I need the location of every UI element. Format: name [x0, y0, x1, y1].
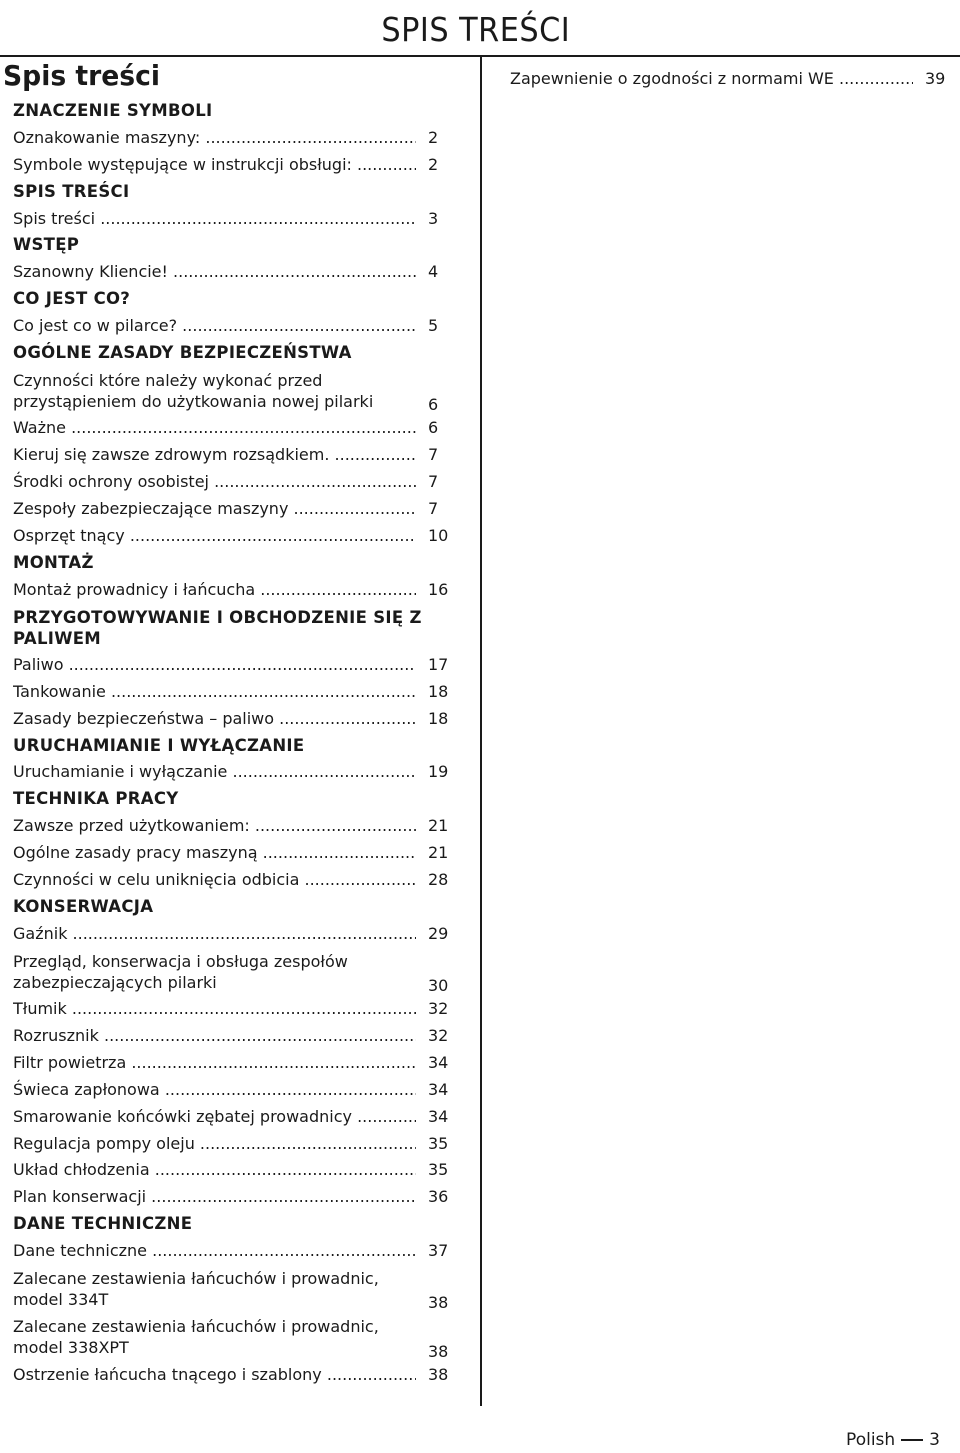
toc-entry[interactable]: [13, 313, 450, 340]
toc-entry[interactable]: [13, 867, 450, 894]
toc-entry-page: 32: [424, 996, 450, 1023]
toc-entry-page: 34: [424, 1050, 450, 1077]
toc-section-heading: DANE TECHNICZNE: [13, 1214, 193, 1234]
toc-section-heading: OGÓLNE ZASADY BEZPIECZEŃSTWA: [13, 343, 352, 363]
toc-entry-page: 17: [424, 652, 450, 679]
toc-entry-title: Przegląd, konserwacja i obsługa zespołów zabezpieczających pilarki .....: [13, 951, 416, 993]
toc-section-heading: ZNACZENIE SYMBOLI: [13, 101, 213, 120]
toc-entry-page: 18: [424, 679, 450, 706]
toc-entry-page: 36: [424, 1184, 450, 1211]
toc-entry-title: Uruchamianie i wyłączanie .....: [13, 759, 416, 786]
toc-entry-title: Symbole występujące w instrukcji obsługi: .....: [13, 152, 416, 179]
toc-entry-page: 2: [424, 125, 450, 152]
toc-entry-page: 2: [424, 152, 450, 179]
toc-entry-title: Ogólne zasady pracy maszyną .....: [13, 840, 416, 867]
toc-entry-page: 35: [424, 1131, 450, 1158]
toc-entry[interactable]: [13, 1362, 450, 1389]
toc-entry[interactable]: [13, 523, 450, 550]
toc-entry-title: Tłumik .....: [13, 996, 416, 1023]
toc-entry[interactable]: [13, 706, 450, 733]
footer-page-number: 3: [929, 1430, 940, 1450]
toc-entry[interactable]: [13, 125, 450, 152]
toc-entry-title: Smarowanie końcówki zębatej prowadnicy .....: [13, 1104, 416, 1131]
footer-language: Polish: [846, 1430, 896, 1450]
toc-section-heading: URUCHAMIANIE I WYŁĄCZANIE: [13, 735, 305, 755]
toc-entry-title: Oznakowanie maszyny: .....: [13, 125, 416, 152]
toc-entry-page: 38: [424, 1292, 450, 1313]
page-footer: [846, 1430, 940, 1450]
header-title: SPIS TREŚCI: [381, 10, 570, 49]
toc-entry-title: Ważne .....: [13, 415, 416, 442]
toc-entry-page: 7: [424, 496, 450, 523]
toc-entry-title: Montaż prowadnicy i łańcucha .....: [13, 577, 416, 604]
toc-entry-page: 38: [424, 1341, 450, 1362]
toc-title: Spis treści: [3, 59, 161, 92]
toc-entry[interactable]: [13, 1313, 450, 1361]
toc-entry-page: 5: [424, 313, 450, 340]
column-divider: [480, 56, 482, 1406]
toc-entry[interactable]: [13, 1104, 450, 1131]
toc-entry-page: 39: [921, 66, 947, 93]
toc-entry[interactable]: [13, 996, 450, 1023]
toc-entry-page: 4: [424, 259, 450, 286]
toc-entry-page: 10: [424, 523, 450, 550]
toc-entry[interactable]: [13, 1023, 450, 1050]
toc-entry-page: 19: [424, 759, 450, 786]
toc-entry-title: Zespoły zabezpieczające maszyny .....: [13, 496, 416, 523]
toc-left-column: [13, 98, 450, 1389]
toc-entry-title: Paliwo .....: [13, 652, 416, 679]
toc-entry-title: Układ chłodzenia .....: [13, 1157, 416, 1184]
toc-entry-title: Plan konserwacji .....: [13, 1184, 416, 1211]
toc-entry-page: 28: [424, 867, 450, 894]
toc-entry-title: Co jest co w pilarce? .....: [13, 313, 416, 340]
toc-entry-title: Tankowanie .....: [13, 679, 416, 706]
toc-entry-page: 30: [424, 975, 450, 996]
toc-entry-title: Ostrzenie łańcucha tnącego i szablony .....: [13, 1362, 416, 1389]
toc-section-heading: MONTAŻ: [13, 552, 94, 572]
toc-entry[interactable]: [13, 921, 450, 948]
toc-section-heading: PRZYGOTOWYWANIE I OBCHODZENIE SIĘ Z PALIWEM: [13, 607, 422, 648]
toc-entry-page: 16: [424, 577, 450, 604]
toc-entry-title: Zalecane zestawienia łańcuchów i prowadnic, model 334T .....: [13, 1268, 416, 1310]
toc-section-heading: TECHNIKA PRACY: [13, 789, 179, 809]
toc-section-heading: CO JEST CO?: [13, 289, 131, 309]
toc-entry[interactable]: [13, 948, 450, 996]
toc-entry[interactable]: [13, 577, 450, 604]
toc-entry-title: Gaźnik .....: [13, 921, 416, 948]
toc-section-heading: KONSERWACJA: [13, 896, 154, 916]
toc-entry-title: Osprzęt tnący .....: [13, 523, 416, 550]
toc-entry-page: 21: [424, 840, 450, 867]
toc-entry-title: Świeca zapłonowa .....: [13, 1077, 416, 1104]
toc-entry-page: 38: [424, 1362, 450, 1389]
toc-entry-page: 6: [424, 415, 450, 442]
toc-entry[interactable]: [13, 206, 450, 233]
toc-entry[interactable]: [13, 1077, 450, 1104]
toc-entry-title: Zasady bezpieczeństwa – paliwo .....: [13, 706, 416, 733]
toc-entry[interactable]: [13, 1157, 450, 1184]
toc-entry[interactable]: [13, 496, 450, 523]
toc-entry-page: 32: [424, 1023, 450, 1050]
toc-entry[interactable]: [13, 415, 450, 442]
page-header: [0, 10, 960, 50]
toc-entry[interactable]: [13, 1184, 450, 1211]
footer-dash: [901, 1439, 923, 1441]
toc-entry-page: 29: [424, 921, 450, 948]
toc-entry[interactable]: [13, 1265, 450, 1313]
toc-entry-title: Regulacja pompy oleju .....: [13, 1131, 416, 1158]
toc-entry[interactable]: [13, 759, 450, 786]
toc-entry-title: Rozrusznik .....: [13, 1023, 416, 1050]
toc-entry-page: 18: [424, 706, 450, 733]
toc-entry-page: 34: [424, 1104, 450, 1131]
toc-entry-title: Czynności które należy wykonać przed przystąpieniem do użytkowania nowej pilarki .....: [13, 370, 416, 412]
toc-entry[interactable]: [13, 367, 450, 415]
toc-section-heading: WSTĘP: [13, 235, 80, 255]
toc-entry-title: Szanowny Kliencie! .....: [13, 259, 416, 286]
toc-entry[interactable]: [13, 442, 450, 469]
toc-entry-title: Zapewnienie o zgodności z normami WE .....: [510, 66, 913, 93]
toc-entry[interactable]: [13, 679, 450, 706]
toc-entry-title: Spis treści .....: [13, 206, 416, 233]
toc-entry[interactable]: [510, 66, 947, 93]
toc-entry[interactable]: [13, 1131, 450, 1158]
toc-entry[interactable]: [13, 152, 450, 179]
toc-entry[interactable]: [13, 259, 450, 286]
toc-entry-page: 3: [424, 206, 450, 233]
toc-entry[interactable]: [13, 469, 450, 496]
toc-entry[interactable]: [13, 1050, 450, 1077]
toc-entry-page: 6: [424, 394, 450, 415]
toc-entry[interactable]: [13, 813, 450, 840]
toc-entry-title: Środki ochrony osobistej .....: [13, 469, 416, 496]
toc-entry-page: 35: [424, 1157, 450, 1184]
toc-entry-title: Dane techniczne .....: [13, 1238, 416, 1265]
toc-entry-title: Zalecane zestawienia łańcuchów i prowadnic, model 338XPT .....: [13, 1316, 416, 1358]
toc-entry[interactable]: [13, 652, 450, 679]
toc-entry-page: 7: [424, 469, 450, 496]
toc-entry[interactable]: [13, 840, 450, 867]
toc-entry-page: 37: [424, 1238, 450, 1265]
toc-section-heading: SPIS TREŚCI: [13, 181, 130, 201]
toc-entry-title: Czynności w celu uniknięcia odbicia .....: [13, 867, 416, 894]
toc-entry-title: Filtr powietrza .....: [13, 1050, 416, 1077]
toc-right-column: [510, 66, 947, 93]
toc-entry-page: 7: [424, 442, 450, 469]
toc-entry[interactable]: [13, 1238, 450, 1265]
toc-entry-page: 34: [424, 1077, 450, 1104]
toc-entry-page: 21: [424, 813, 450, 840]
toc-entry-title: Kieruj się zawsze zdrowym rozsądkiem. .....: [13, 442, 416, 469]
toc-entry-title: Zawsze przed użytkowaniem: .....: [13, 813, 416, 840]
